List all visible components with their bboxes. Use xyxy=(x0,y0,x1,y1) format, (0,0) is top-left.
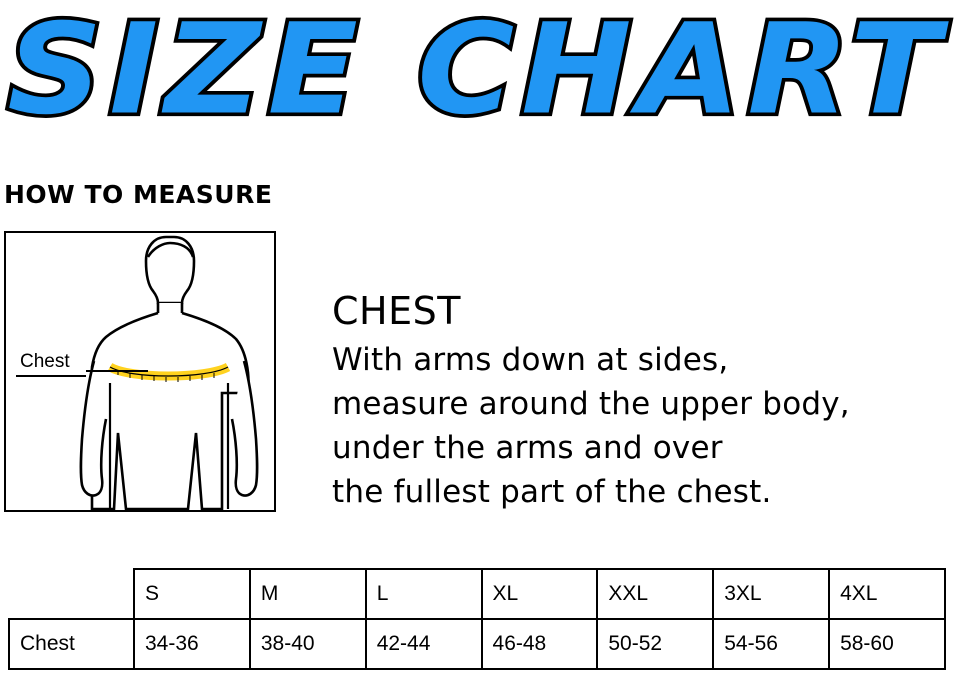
chest-measure-label: Chest xyxy=(20,351,70,372)
table-cell-chest-4xl: 58-60 xyxy=(829,619,945,669)
table-column-header-l: L xyxy=(366,569,482,619)
chest-label-underline xyxy=(16,375,86,377)
chest-description-line-2: measure around the upper body, xyxy=(332,386,850,422)
chest-description-line-1: With arms down at sides, xyxy=(332,342,729,378)
table-row-label-chest: Chest xyxy=(9,619,134,669)
table-cell-chest-l: 42-44 xyxy=(366,619,482,669)
page-title-banner xyxy=(0,0,954,144)
table-column-header-s: S xyxy=(134,569,250,619)
table-cell-chest-m: 38-40 xyxy=(250,619,366,669)
page-title: SIZE CHART xyxy=(7,0,947,143)
size-chart-table xyxy=(8,568,946,670)
table-cell-chest-xl: 46-48 xyxy=(482,619,598,669)
table-row xyxy=(9,619,945,669)
table-cell-chest-s: 34-36 xyxy=(134,619,250,669)
table-column-header-xl: XL xyxy=(482,569,598,619)
table-cell-chest-xxl: 50-52 xyxy=(597,619,713,669)
table-cell-chest-3xl: 54-56 xyxy=(713,619,829,669)
table-column-header-3xl: 3XL xyxy=(713,569,829,619)
chest-description-line-4: the fullest part of the chest. xyxy=(332,474,772,510)
chest-description-heading: CHEST xyxy=(332,289,461,333)
table-column-header-4xl: 4XL xyxy=(829,569,945,619)
chest-description-body xyxy=(332,338,932,514)
table-column-header-xxl: XXL xyxy=(597,569,713,619)
table-column-header-m: M xyxy=(250,569,366,619)
how-to-measure-heading: HOW TO MEASURE xyxy=(4,180,273,209)
chest-description xyxy=(332,288,932,514)
table-corner-cell xyxy=(9,569,134,619)
table-header-row xyxy=(9,569,945,619)
chest-description-line-3: under the arms and over xyxy=(332,430,723,466)
chest-leader-line xyxy=(86,370,148,372)
